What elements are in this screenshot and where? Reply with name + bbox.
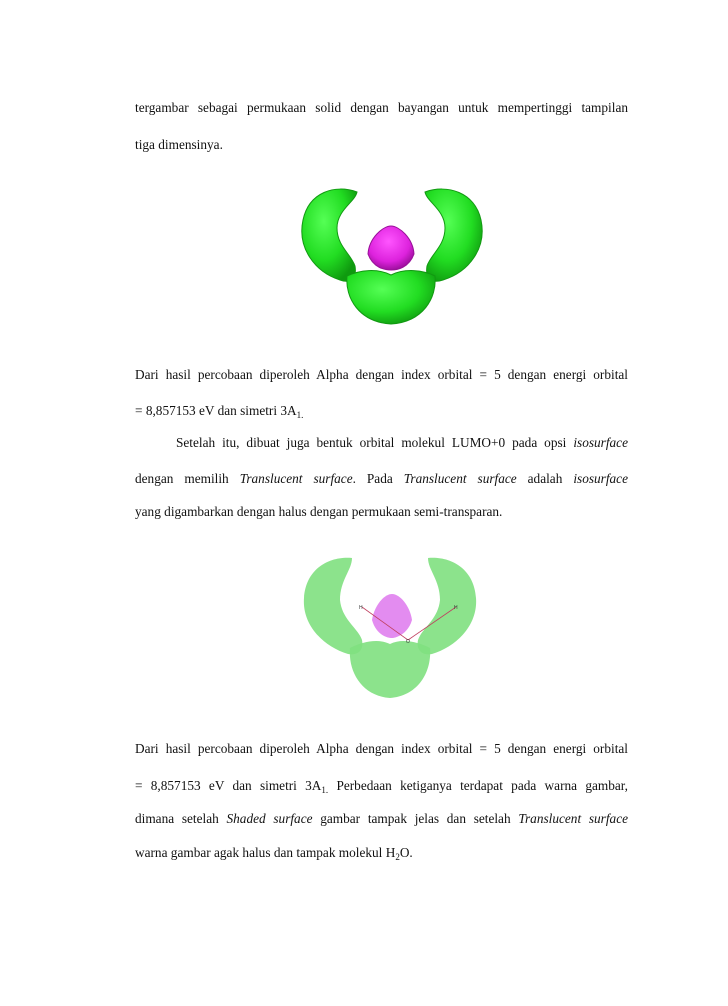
text-line: dengan memilih Translucent surface. Pada Translucent surface adalah isosurface	[135, 471, 628, 486]
green-lobe-right	[418, 558, 477, 655]
text-line: yang digambarkan dengan halus dengan permukaan semi-transparan.	[135, 504, 503, 519]
atom-label-h-right: H	[454, 605, 458, 611]
text-line: tergambar sebagai permukaan solid dengan bayangan untuk mempertinggi tampilan	[135, 100, 628, 115]
text-line: Dari hasil percobaan diperoleh Alpha dengan index orbital = 5 dengan energi orbital	[135, 367, 628, 382]
green-lobe-left	[302, 189, 357, 281]
text-line: Dari hasil percobaan diperoleh Alpha dengan index orbital = 5 dengan energi orbital	[135, 741, 628, 756]
text-line: tiga dimensinya.	[135, 137, 223, 152]
magenta-lobe	[368, 226, 414, 270]
orbital-translucent-figure	[300, 550, 480, 700]
atom-label-h-left: H	[359, 605, 363, 611]
green-lobe-left	[304, 558, 363, 655]
text-line: = 8,857153 eV dan simetri $3A_{1.}$ Perbedaan ketiganya terdapat pada warna gambar,	[135, 778, 628, 795]
text-line: Setelah itu, dibuat juga bentuk orbital molekul LUMO+0 pada opsi isosurface	[176, 435, 628, 450]
green-lobe-bottom	[347, 271, 435, 324]
atom-label-o: O	[406, 639, 410, 645]
magenta-lobe	[372, 594, 412, 638]
text-line: warna gambar agak halus dan tampak molekul $H_2O$.	[135, 845, 413, 862]
text-line: = 8,857153 eV dan simetri $3A_{1.}$	[135, 403, 304, 420]
orbital-shaded-figure	[285, 180, 495, 330]
text-line: dimana setelah Shaded surface gambar tampak jelas dan setelah Translucent surface	[135, 811, 629, 826]
green-lobe-bottom	[350, 641, 430, 698]
green-lobe-right	[425, 189, 482, 281]
